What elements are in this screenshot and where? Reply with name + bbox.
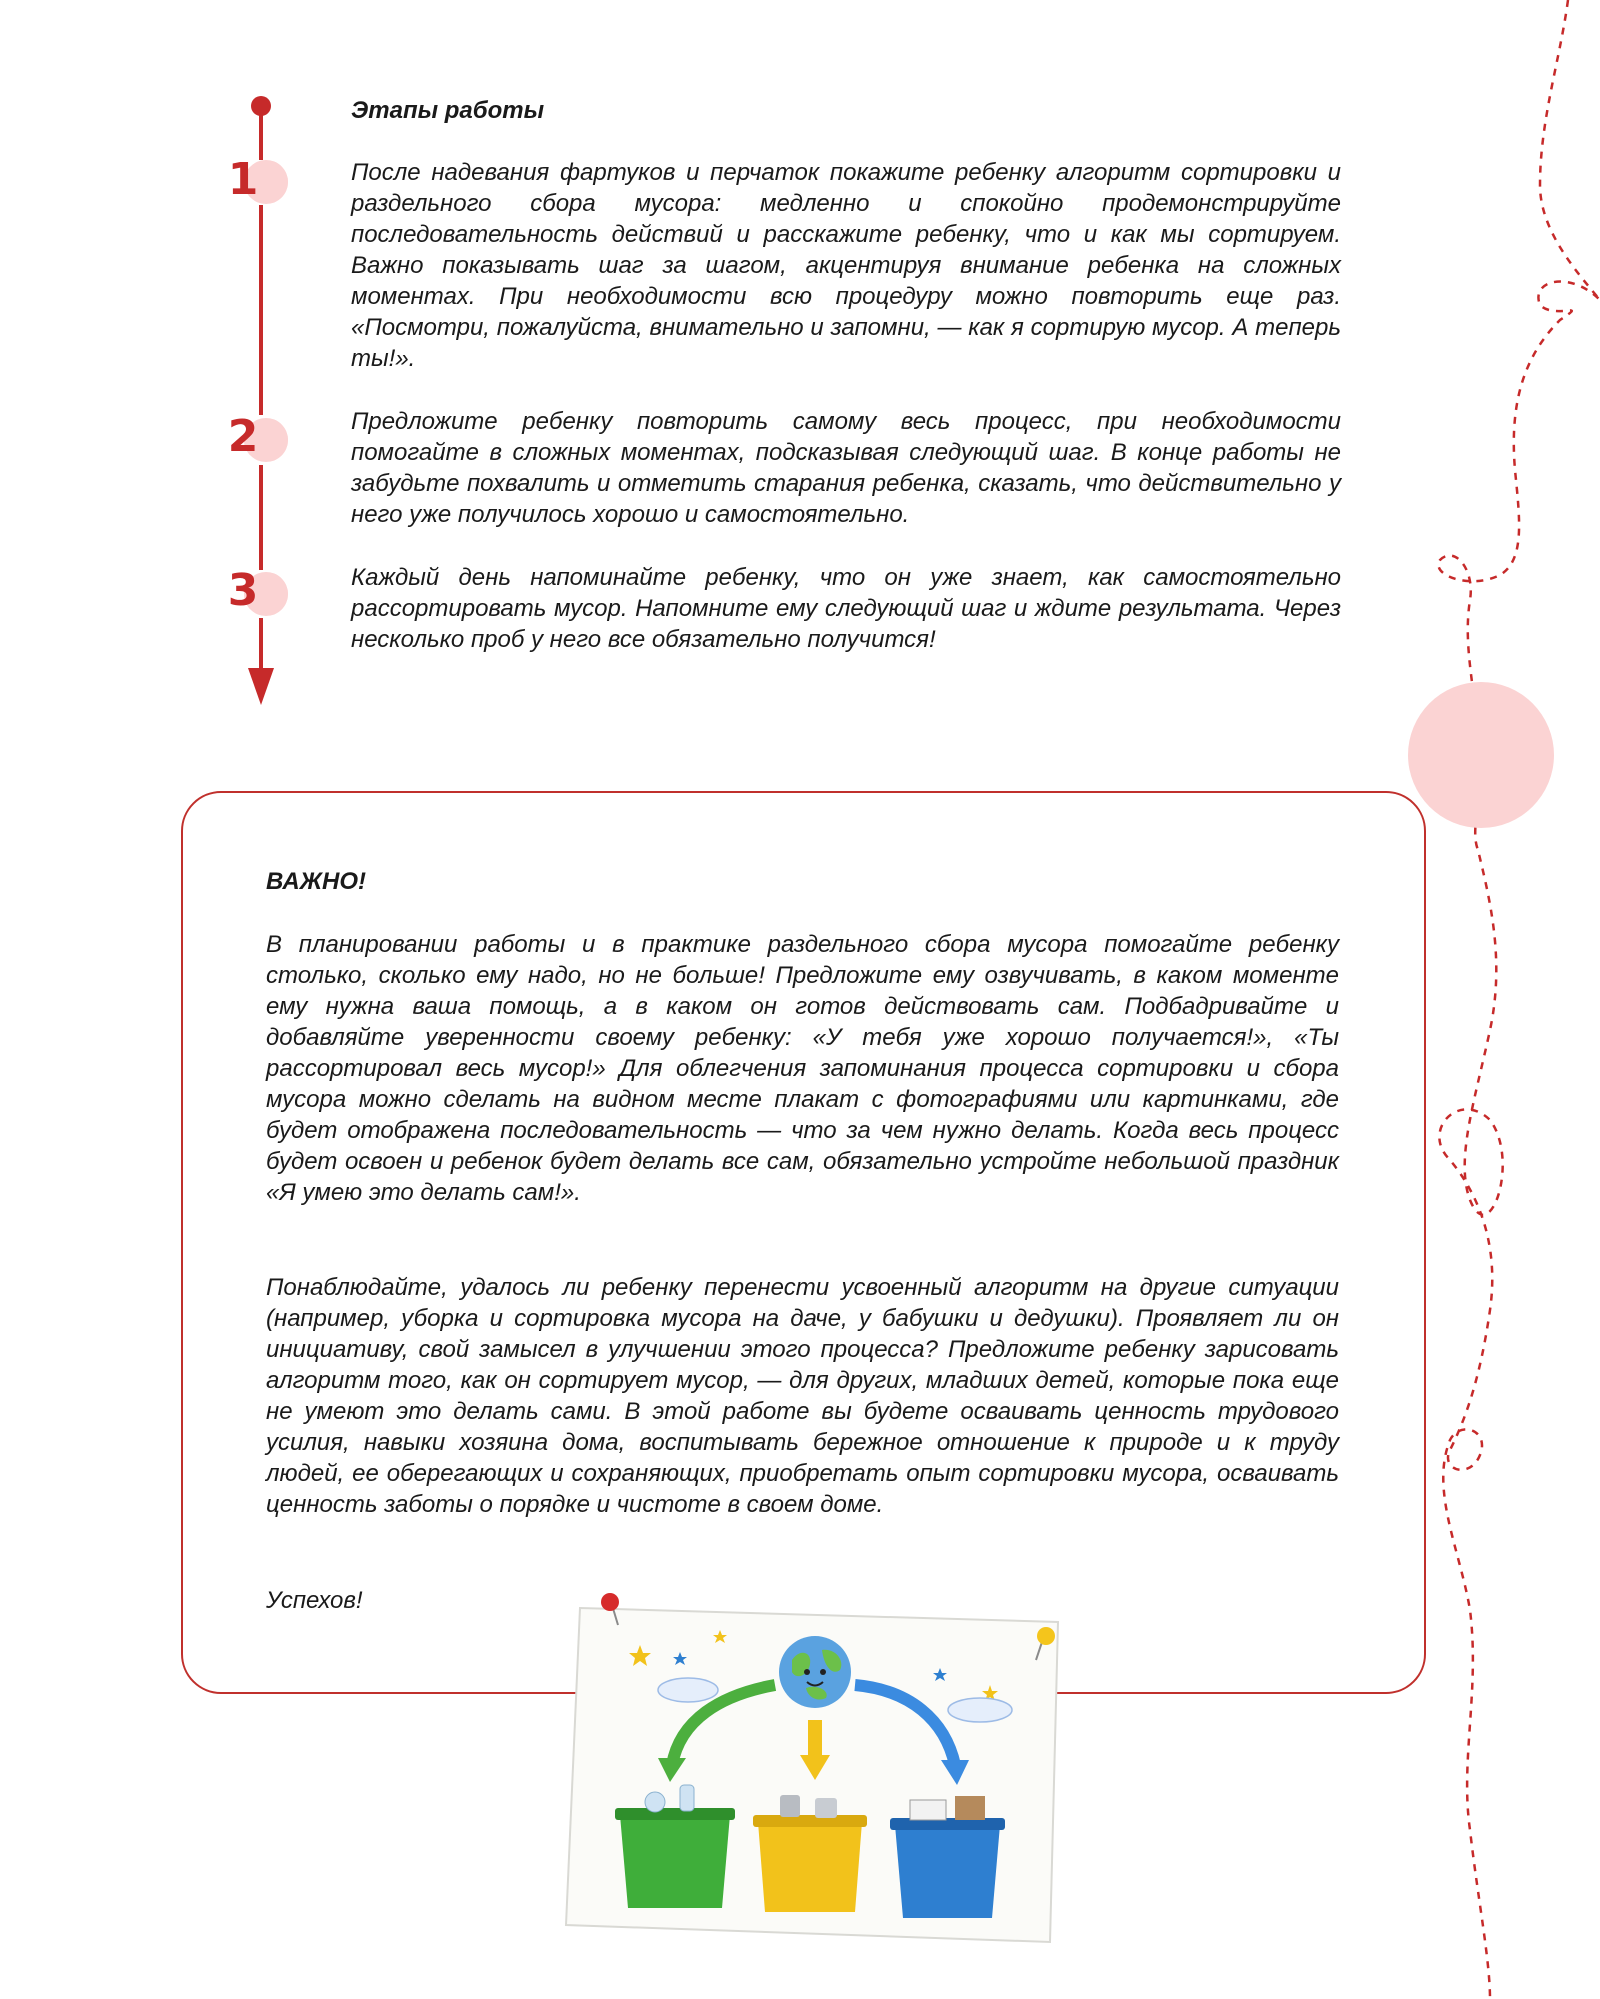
important-notice-box xyxy=(181,791,1426,1694)
notice-paragraph-1: В планировании работы и в практике раздельного сбора мусора помогайте ребенку столько, сколько ему надо, но не больше! Предложите ему озвучивать, в каком моменте ему нужна ваша помощь, а в каком он готов действовать сам. Подбадривайте и добавляйте уверенности своему ребенку: «У тебя уже хорошо получается!», «Ты рассортировал весь мусор!» Для облегчения запоминания процесса сортировки и сбора мусора можно сделать на видном месте плакат с фотографиями или картинками, где будет отображена последовательность — что за чем нужно делать. Когда весь процесс будет освоен и ребенок будет делать все сам, обязательно устройте небольшой праздник «Я умею это делать сам!». xyxy=(266,931,1339,1206)
earth-icon xyxy=(779,1636,851,1708)
step-number-3: 3 xyxy=(227,565,259,616)
notice-paragraph-2: Понаблюдайте, удалось ли ребенку перенести усвоенный алгоритм на другие ситуации (например, уборка и сортировка мусора на даче, у бабушки и дедушки). Проявляет ли он инициативу, свой замысел в улучшении этого процесса? Предложите ребенку зарисовать алгоритм того, как он сортирует мусор, — для других, младших детей, которые пока еще не умеют это делать сами. В этой работе вы будете осваивать ценность трудового усилия, навыки хозяина дома, воспитывать бережное отношение к природе и к труду людей, ее оберегающих и сохраняющих, приобретать опыт сортировки мусора, осваивать ценность заботы о порядке и чистоте в своем доме. xyxy=(266,1274,1339,1518)
step-2-text: Предложите ребенку повторить самому весь процесс, при необходимости помогайте в сложных моментах, подсказывая следующий шаг. В конце работы не забудьте похвалить и отметить старания ребенка, сказать, что действительно у него уже получилось хорошо и самостоятельно. xyxy=(351,408,1341,528)
timeline-arrowhead-icon xyxy=(248,668,274,705)
recycling-poster-icon xyxy=(560,1590,1070,1950)
notice-heading: ВАЖНО! xyxy=(266,868,366,895)
steps-heading: Этапы работы xyxy=(351,97,545,124)
step-number-1: 1 xyxy=(227,154,259,205)
step-3-text: Каждый день напоминайте ребенку, что он уже знает, как самостоятельно рассортировать мусор. Напомните ему следующий шаг и ждите результата. Через несколько проб у него все обязательно получится! xyxy=(351,564,1341,653)
step-1-text: После надевания фартуков и перчаток покажите ребенку алгоритм сортировки и раздельного сбора мусора: медленно и спокойно продемонстрируйте последовательность действий и расскажите ребенку, что и как мы сортируем. Важно показывать шаг за шагом, акцентируя внимание ребенка на сложных моментах. При необходимости всю процедуру можно повторить еще раз. «Посмотри, пожалуйста, внимательно и запомни, — как я сортирую мусор. А теперь ты!». xyxy=(351,159,1341,372)
step-number-2: 2 xyxy=(227,411,259,462)
notice-closing: Успехов! xyxy=(266,1587,363,1614)
